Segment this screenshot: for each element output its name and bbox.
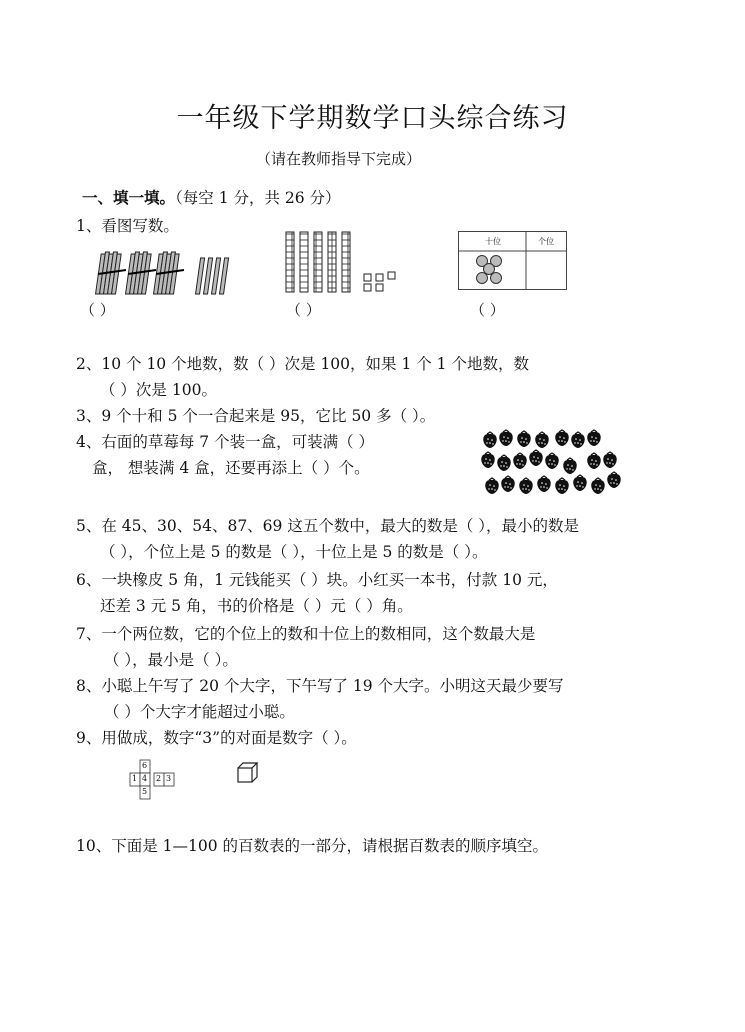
page-title: 一年级下学期数学口头综合练习 [176, 103, 569, 134]
section-title: 一、填一填。 [82, 189, 176, 207]
question-9: 9、用做成，数字“3”的对面是数字（ ）。 [76, 729, 357, 747]
ten-rods [286, 232, 350, 292]
question-4-line-2: 盒， 想装满 4 盒，还要再添上（ ）个。 [92, 459, 370, 477]
question-7-line-1: 7、一个两位数，它的个位上的数和十位上的数相同，这个数最大是 [76, 625, 536, 643]
question-8-line-2: （ ）个大字才能超过小聪。 [104, 703, 295, 721]
loose-sticks [196, 258, 229, 294]
cube-net-face: 5 [142, 787, 148, 796]
question-7-line-2: （ ），最小是（ ）。 [104, 651, 238, 669]
section-score-note: （每空 1 分，共 26 分） [175, 189, 341, 207]
cube-net-face: 6 [142, 761, 148, 770]
cube-net-face: 2 [156, 774, 162, 783]
cube-net-face: 4 [142, 774, 148, 783]
question-6-line-1: 6、一块橡皮 5 角，1 元钱能买（ ）块。小红买一本书，付款 10 元， [76, 571, 558, 589]
question-10: 10、下面是 1—100 的百数表的一部分，请根据百数表的顺序填空。 [76, 837, 549, 855]
cube-icon [236, 762, 260, 784]
stick-bundle [96, 252, 126, 294]
cube-net [124, 759, 180, 801]
question-2-line-2: （ ）次是 100。 [100, 381, 217, 399]
strawberry-group [481, 430, 621, 494]
tens-column-label: 十位 [485, 237, 501, 246]
answer-blank[interactable]: （ ） [470, 301, 505, 319]
unit-cubes [364, 272, 395, 291]
question-1: 1、看图写数。 [76, 217, 179, 235]
page-subtitle: （请在教师指导下完成） [256, 150, 422, 168]
stick-bundle [154, 252, 184, 294]
question-8-line-1: 8、小聪上午写了 20 个大字，下午写了 19 个大字。小明这天最少要写 [76, 677, 564, 695]
ones-column-label: 个位 [538, 237, 554, 246]
question-2-line-1: 2、10 个 10 个地数，数（ ）次是 100，如果 1 个 1 个地数，数 [76, 355, 529, 373]
strawberries-image [478, 428, 628, 502]
question-5-line-1: 5、在 45、30、54、87、69 这五个数中，最大的数是（ ），最小的数是 [76, 517, 580, 535]
stick-bundle [126, 252, 156, 294]
question-4-line-1: 4、右面的草莓每 7 个装一盒，可装满（ ） [76, 433, 375, 451]
cube-net-face: 3 [166, 774, 172, 783]
answer-blank[interactable]: （ ） [80, 301, 115, 319]
base-ten-blocks-image [284, 228, 404, 294]
question-3: 3、9 个十和 5 个一合起来是 95，它比 50 多（ ）。 [76, 407, 436, 425]
cube-net-face: 1 [132, 774, 138, 783]
question-6-line-2: 还差 3 元 5 角，书的价格是（ ）元（ ）角。 [100, 597, 413, 615]
stick-bundles-image [96, 248, 236, 298]
section-heading [82, 186, 341, 208]
question-5-line-2: （ ），个位上是 5 的数是（ ），十位上是 5 的数是（ ）。 [100, 543, 488, 561]
answer-blank[interactable]: （ ） [286, 301, 321, 319]
